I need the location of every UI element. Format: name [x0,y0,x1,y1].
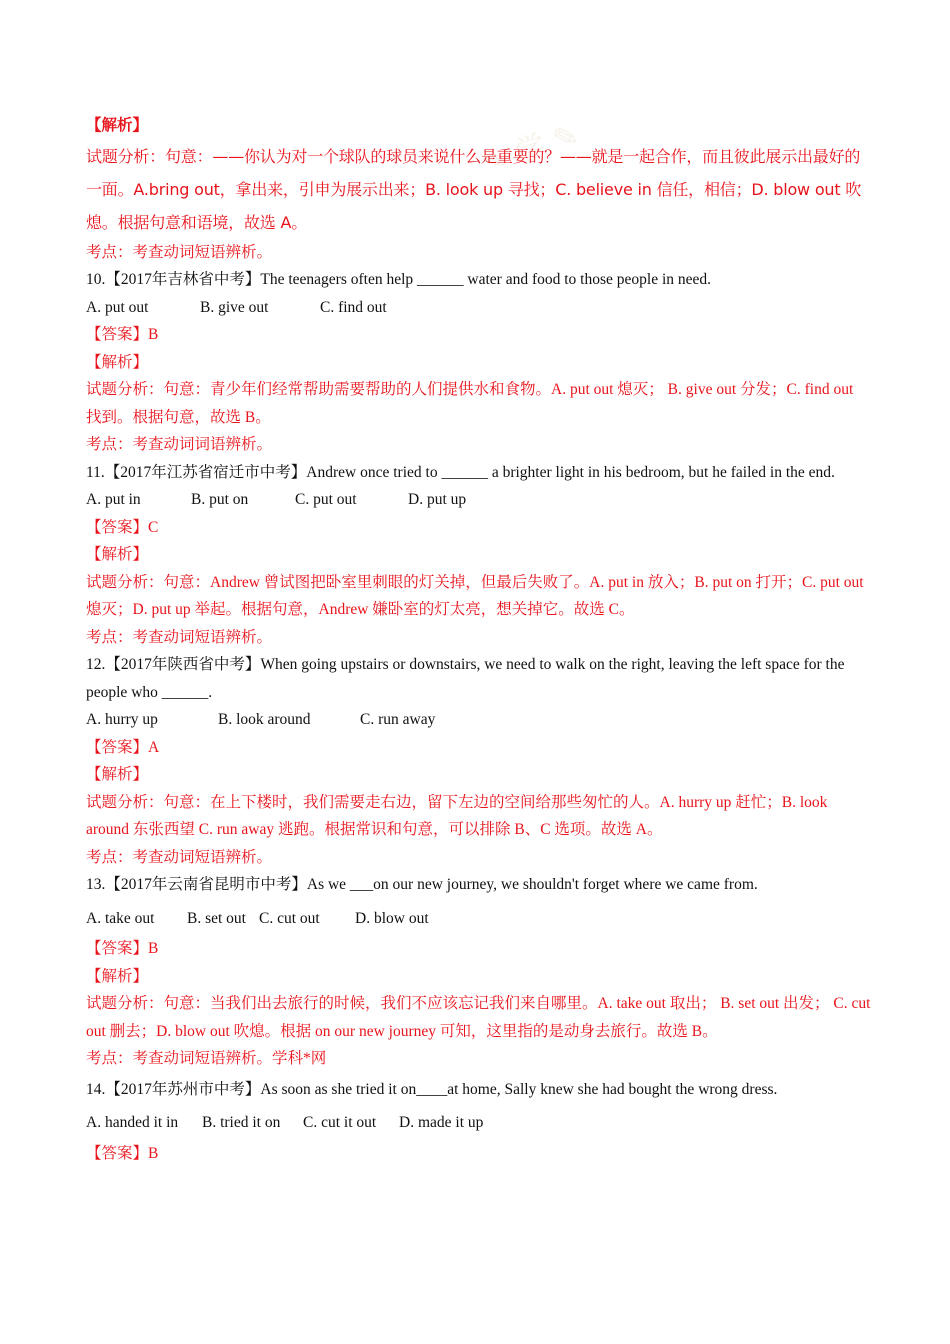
option-a: A. put in [86,491,141,508]
option-list [86,294,871,322]
analysis-text: 试题分析：句意：Andrew 曾试图把卧室里刺眼的灯关掉，但最后失败了。A. put in 放入；B. put on 打开；C. put out 熄灭；D. put up 举起。根据句意，Andrew 嫌卧室的灯太亮，想关掉它。故选 C。 [86,573,864,618]
option-a: A. put out [86,298,149,316]
question-12 [86,651,871,871]
analysis-text: 试题分析：句意：在上下楼时，我们需要走右边，留下左边的空间给那些匆忙的人。A. hurry up 赶忙；B. look around 东张西望 C. run away 逃跑。根据常识和句意，可以排除 B、C 选项。故选 A。 [86,793,828,838]
option-d: D. blow out [355,909,429,927]
option-list [86,706,871,734]
kaodian-text: 考点：考查动词词语辨析。 [86,436,273,453]
question-13 [86,871,871,1073]
option-c: C. cut out [259,909,320,927]
option-c: C. run away [360,711,436,728]
question-14 [86,1076,871,1168]
answer-text: 【答案】B [86,326,159,343]
analysis-heading: 【解析】 [86,117,149,134]
option-d: D. made it up [399,1114,484,1131]
analysis-heading: 【解析】 [86,353,149,371]
analysis-heading: 【解析】 [86,766,149,783]
option-b: B. look around [218,711,311,728]
question-stem: 13.【2017年云南省昆明市中考】As we ___on our new journey, we shouldn't forget where we came from. [86,876,758,893]
option-a: A. take out [86,909,155,927]
analysis-heading: 【解析】 [86,967,149,985]
question-stem: 14.【2017年苏州市中考】As soon as she tried it on____at home, Sally knew she had bought the wrong dress. [86,1080,778,1098]
question-stem: 10.【2017年吉林省中考】The teenagers often help ______ water and food to those people in need. [86,271,712,288]
option-list [86,486,871,514]
option-a: A. handed it in [86,1114,179,1131]
option-b: B. put on [191,491,249,508]
answer-text: 【答案】B [86,940,159,957]
kaodian-text: 考点：考查动词短语辨析。 [86,628,273,646]
option-b: B. tried it on [202,1114,281,1131]
analysis-heading: 【解析】 [86,546,149,563]
document-page [86,112,871,1167]
question-stem: 12.【2017年陕西省中考】When going upstairs or downstairs, we need to walk on the right, leaving the left space for the people who ______. [86,656,845,701]
kaodian-text: 考点：考查动词短语辨析。学科*网 [86,1050,327,1067]
option-list [86,1109,871,1137]
analysis-text: 试题分析：句意：青少年们经常帮助需要帮助的人们提供水和食物。A. put out 熄灭； B. give out 分发；C. find out 找到。根据句意，故选 B。 [86,381,854,426]
question-10 [86,266,871,459]
question-11 [86,459,871,652]
option-c: C. put out [295,491,357,508]
answer-text: 【答案】C [86,518,159,536]
option-a: A. hurry up [86,711,158,728]
option-list [86,905,871,933]
kaodian-text: 考点：考查动词短语辨析。 [86,848,273,866]
option-b: B. set out [187,909,246,927]
answer-text: 【答案】B [86,1144,159,1162]
option-c: C. find out [320,298,387,316]
option-c: C. cut it out [303,1114,377,1131]
question-stem: 11.【2017年江苏省宿迁市中考】Andrew once tried to ______ a brighter light in his bedroom, but he failed in the end. [86,463,835,481]
kaodian-text: 考点：考查动词短语辨析。 [86,243,273,261]
option-b: B. give out [200,298,269,316]
analysis-text: 试题分析：句意：当我们出去旅行的时候，我们不应该忘记我们来自哪里。A. take out 取出； B. set out 出发； C. cut out 删去；D. blow out 吹熄。根据 on our new journey 可知，这里指的是动身去旅行。故选 B。 [86,995,871,1040]
watermark: ✎ 学 ✎ [478,117,584,182]
answer-text: 【答案】A [86,738,160,756]
analysis-text: 试题分析：句意：——你认为对一个球队的球员来说什么是重要的？——就是一起合作，而且彼此展示出最好的一面。A.bring out，拿出来，引申为展示出来；B. look up 寻找；C. believe in 信任，相信；D. blow out 吹熄。根据句意和语境，故选 A。 [86,146,862,232]
option-d: D. put up [408,491,467,508]
